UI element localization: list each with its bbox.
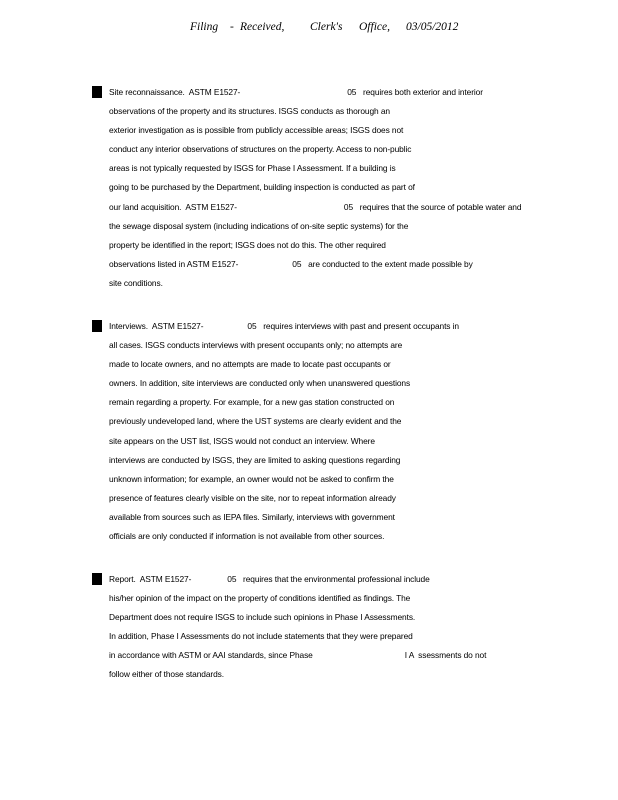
text-line: his/her opinion of the impact on the property of conditions identified as findings. The [109,593,411,604]
text-line: the sewage disposal system (including indications of on-site septic systems) for the [109,220,409,231]
section-bullet [92,320,102,332]
paragraph-report [109,574,489,689]
text-line: Department does not require ISGS to include such opinions in Phase I Assessments. [109,612,416,623]
text-line: conduct any interior observations of structures on the property. Access to non-public [109,144,412,155]
text-line: our land acquisition. ASTM E1527- 05 requires that the source of potable water and [109,201,522,212]
text-line: all cases. ISGS conducts interviews with present occupants only; no attempts are [109,340,403,351]
paragraph-site-reconnaissance [109,87,522,297]
text-line: In addition, Phase I Assessments do not include statements that they were prepared [109,631,413,642]
section-bullet [92,573,102,585]
text-line: available from sources such as IEPA files. Similarly, interviews with government [109,511,395,522]
text-line: Report. ASTM E1527- 05 requires that the environmental professional include [109,574,430,584]
header-received: Received, [240,21,285,33]
text-line: Site reconnaissance. ASTM E1527- 05 requires both exterior and interior [109,87,483,97]
text-line: areas is not typically requested by ISGS for Phase I Assessment. If a building is [109,163,396,174]
section-bullet [92,86,102,98]
paragraph-interviews [109,321,489,550]
text-line: officials are only conducted if information is not available from other sources. [109,531,385,542]
text-line: follow either of those standards. [109,669,224,680]
text-line: remain regarding a property. For example, for a new gas station constructed on [109,397,395,408]
text-line: Interviews. ASTM E1527- 05 requires interviews with past and present occupants in [109,321,459,331]
header-office: Office, [359,21,390,33]
text-line: presence of features clearly visible on the site, nor to repeat information already [109,492,396,503]
page-header [0,21,618,37]
header-clerks: Clerk's [310,21,343,33]
text-line: made to locate owners, and no attempts are made to locate past occupants or [109,359,391,370]
text-line: exterior investigation as is possible from publicly accessible areas; ISGS does not [109,125,404,136]
text-line: in accordance with ASTM or AAI standards, since Phase I A ssessments do not [109,650,487,661]
header-dash: - [230,21,234,33]
text-line: property be identified in the report; ISGS does not do this. The other required [109,239,386,250]
text-line: site appears on the UST list, ISGS would not conduct an interview. Where [109,435,375,446]
text-line: owners. In addition, site interviews are conducted only when unanswered questions [109,378,411,389]
text-line: site conditions. [109,277,163,288]
text-line: previously undeveloped land, where the UST systems are clearly evident and the [109,416,402,427]
text-line: observations listed in ASTM E1527- 05 are conducted to the extent made possible by [109,258,473,269]
text-line: interviews are conducted by ISGS, they are limited to asking questions regarding [109,454,401,465]
header-filing: Filing [190,21,219,33]
text-line: observations of the property and its structures. ISGS conducts as thorough an [109,106,390,117]
text-line: unknown information; for example, an owner would not be asked to confirm the [109,473,394,484]
header-date: 03/05/2012 [406,21,459,33]
text-line: going to be purchased by the Department, building inspection is conducted as part of [109,182,415,193]
